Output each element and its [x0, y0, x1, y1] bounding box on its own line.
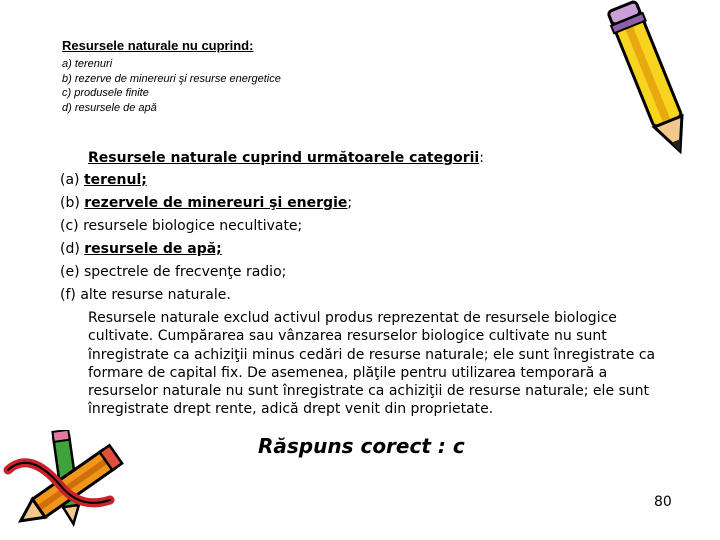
category-item-c: [60, 215, 660, 238]
question-title: Resursele naturale nu cuprind:: [62, 38, 254, 53]
item-prefix: (c): [60, 218, 84, 234]
item-rest: spectrele de frecvenţe radio;: [84, 264, 287, 280]
explanation-intro-text: Resursele naturale cuprind următoarele categorii: [88, 150, 480, 166]
explanation-intro-colon: :: [479, 150, 484, 166]
option-a: a) terenuri: [62, 58, 113, 70]
explanation-intro: [88, 147, 660, 169]
item-prefix: (d): [60, 241, 85, 257]
explanation-block: [60, 147, 660, 419]
category-item-a: [60, 169, 660, 192]
option-c: c) produsele finite: [62, 87, 149, 99]
item-rest: resursele biologice necultivate;: [83, 218, 303, 234]
category-item-e: [60, 261, 660, 284]
question-block: [62, 38, 462, 115]
category-item-d: [60, 238, 660, 261]
pencils-clipart-icon: [0, 430, 140, 540]
item-prefix: (b): [60, 195, 85, 211]
item-prefix: (e): [60, 264, 84, 280]
item-prefix: (f): [60, 287, 81, 303]
option-b: b) rezerve de minereuri şi resurse energetice: [62, 72, 281, 85]
category-item-f: [60, 284, 660, 307]
item-prefix: (a): [60, 172, 84, 188]
correct-answer: Răspuns corect : c: [258, 434, 465, 458]
item-highlight: terenul;: [83, 172, 147, 188]
item-highlight: rezervele de minereuri şi energie: [84, 195, 348, 211]
option-d: d) resursele de apă: [62, 101, 157, 114]
item-rest: alte resurse naturale.: [80, 287, 231, 303]
item-rest: ;: [347, 195, 353, 211]
explanation-paragraph: Resursele naturale exclud activul produs reprezentat de resursele biologice cultivate. Cumpărarea sau vânzarea resurselor biologice cultivate nu sunt înregistrate ca achiziţii minus cedări de resurse naturale; ele sunt înregistrate ca formare de capital fix. De asemenea, plăţile pentru utilizarea temporară a resurselor naturale nu sunt înregistrate ca achiziţii de resurse naturale; ele sunt înregistrate drept rente, adică drept venit din proprietate.: [88, 310, 656, 418]
pencil-clipart-icon: [588, 0, 720, 168]
category-item-b: [60, 192, 660, 215]
page-number: 80: [654, 494, 672, 510]
item-highlight: resursele de apă;: [84, 241, 222, 257]
